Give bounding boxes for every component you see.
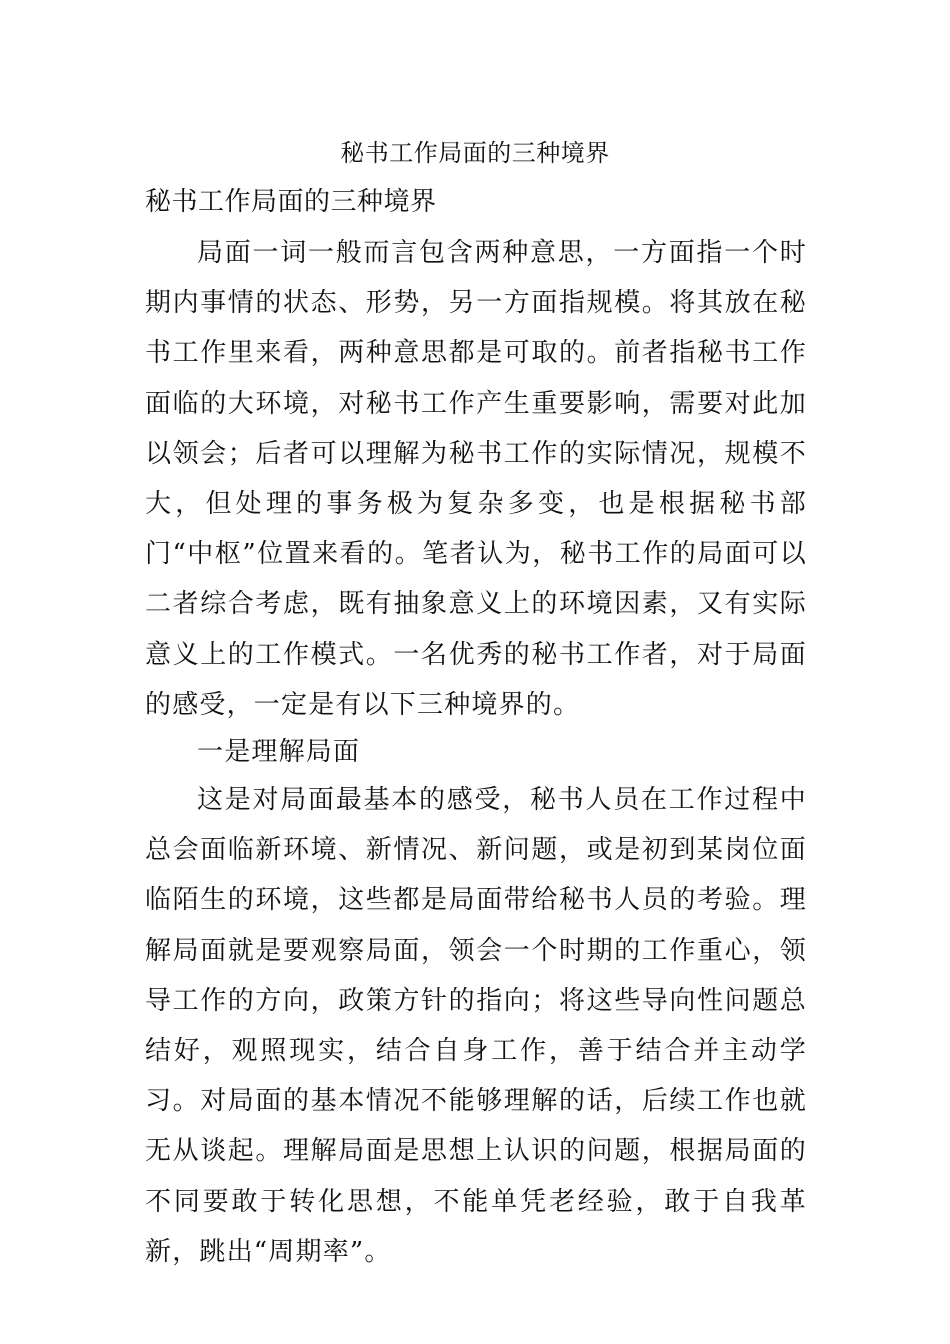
section-heading-understand: 一是理解局面	[197, 737, 361, 767]
paragraph-understand: 这是对局面最基本的感受，秘书人员在工作过程中总会面临新环境、新情况、新问题，或是初到某岗位面临陌生的环境，这些都是局面带给秘书人员的考验。理解局面就是要观察局面，领会一个时期的工作重心，领导工作的方向，政策方针的指向；将这些导向性问题总结好，观照现实，结合自身工作，善于结合并主动学习。对局面的基本情况不能够理解的话，后续工作也就无从谈起。理解局面是思想上认识的问题，根据局面的不同要敢于转化思想，不能单凭老经验，敢于自我革新，跳出“周期率”。	[145, 785, 807, 1267]
document-subtitle: 秘书工作局面的三种境界	[145, 187, 437, 217]
document-title: 秘书工作局面的三种境界	[340, 139, 610, 167]
paragraph-intro: 局面一词一般而言包含两种意思，一方面指一个时期内事情的状态、形势，另一方面指规模。将其放在秘书工作里来看，两种意思都是可取的。前者指秘书工作面临的大环境，对秘书工作产生重要影响，需要对此加以领会；后者可以理解为秘书工作的实际情况，规模不大，但处理的事务极为复杂多变，也是根据秘书部门“中枢”位置来看的。笔者认为，秘书工作的局面可以二者综合考虑，既有抽象意义上的环境因素，又有实际意义上的工作模式。一名优秀的秘书工作者，对于局面的感受，一定是有以下三种境界的。	[145, 238, 807, 720]
